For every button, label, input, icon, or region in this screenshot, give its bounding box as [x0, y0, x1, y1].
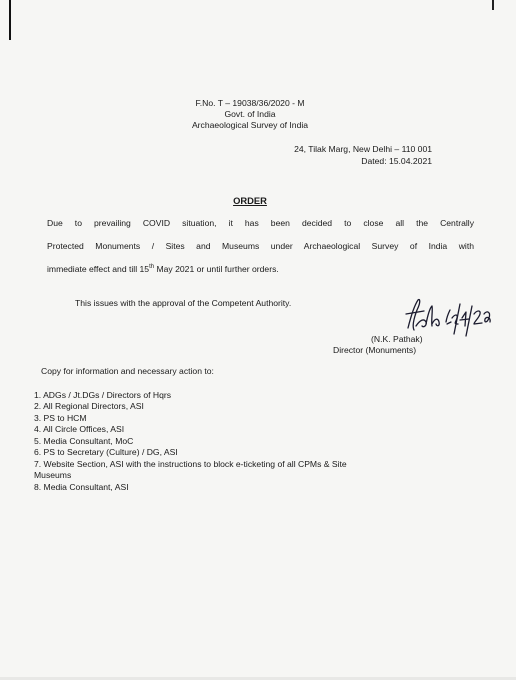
- organization-name: Archaeological Survey of India: [191, 120, 309, 130]
- signatory-name: (N.K. Pathak): [371, 334, 423, 344]
- copy-list-item: 8. Media Consultant, ASI: [34, 482, 129, 492]
- copy-list-item: 2. All Regional Directors, ASI: [34, 401, 144, 411]
- copy-list-item-continuation: Museums: [34, 470, 72, 480]
- address: 24, Tilak Marg, New Delhi – 110 001: [294, 144, 432, 154]
- body-line-3: [47, 264, 279, 275]
- body-line-3-pre: immediate effect and till 15: [47, 264, 150, 274]
- govt-of-india: Govt. of India: [224, 109, 276, 119]
- order-title: ORDER: [233, 195, 267, 206]
- page-edge-mark: [492, 0, 494, 10]
- body-line-3-sup: th: [149, 264, 155, 271]
- copy-list-item: 7. Website Section, ASI with the instructions to block e-ticketing of all CPMs & Site: [34, 459, 347, 469]
- body-line-3-post: May 2021 or until further orders.: [154, 264, 279, 274]
- copy-list-item: 4. All Circle Offices, ASI: [34, 424, 125, 434]
- signatory-designation: Director (Monuments): [333, 345, 417, 355]
- body-line-1: Due to prevailing COVID situation, it has been decided to close all the Centrally: [47, 218, 474, 228]
- body-line-2: Protected Monuments / Sites and Museums under Archaeological Survey of India with: [47, 241, 474, 251]
- copy-list-item: 3. PS to HCM: [34, 413, 87, 423]
- copy-intro: Copy for information and necessary action to:: [41, 366, 214, 376]
- copy-list-item: 1. ADGs / Jt.DGs / Directors of Hqrs: [34, 390, 172, 400]
- approval-text: This issues with the approval of the Competent Authority.: [75, 298, 292, 308]
- page-edge-shadow: [9, 0, 11, 40]
- file-number: F.No. T – 19038/36/2020 - M: [195, 98, 305, 108]
- copy-list-item: 5. Media Consultant, MoC: [34, 436, 134, 446]
- copy-list-item: 6. PS to Secretary (Culture) / DG, ASI: [34, 447, 178, 457]
- dated: Dated: 15.04.2021: [361, 156, 432, 166]
